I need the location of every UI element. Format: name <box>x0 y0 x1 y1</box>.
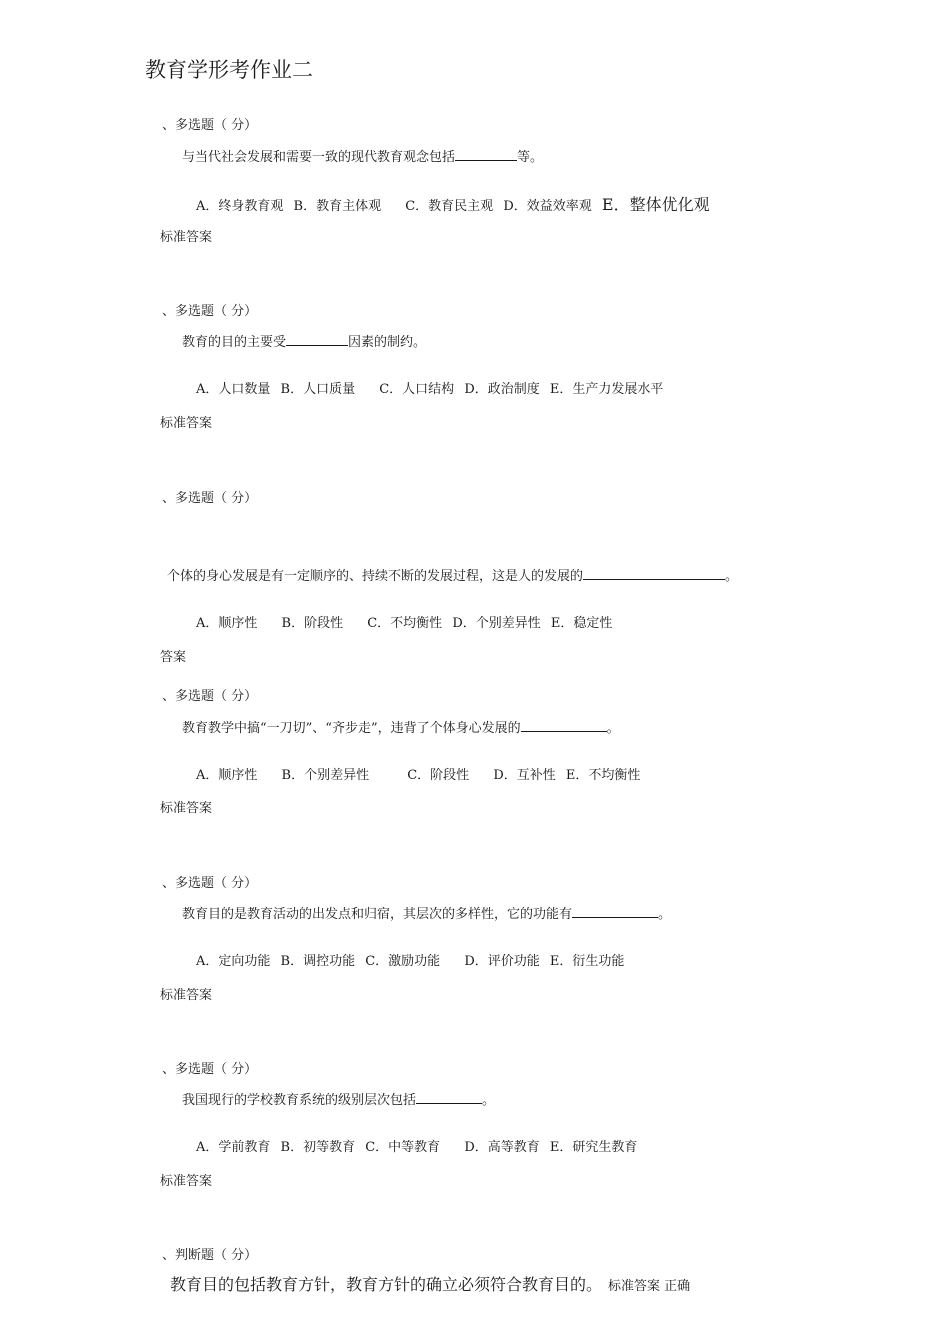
option-c: C．人口结构 <box>379 382 455 397</box>
question-5-stem: 教育目的是教育活动的出发点和归宿，其层次的多样性，它的功能有 。 <box>182 907 672 922</box>
question-1-options <box>196 192 710 215</box>
option-c: C．不均衡性 <box>367 616 443 631</box>
question-7-answer: 标准答案 正确 <box>608 1279 691 1294</box>
question-6-options <box>196 1136 637 1155</box>
question-5-answer: 标准答案 <box>160 988 213 1003</box>
option-e: E．不均衡性 <box>565 768 641 783</box>
option-c: C．阶段性 <box>407 768 470 783</box>
option-c: C．中等教育 <box>365 1140 441 1155</box>
question-3-stem: 个体的身心发展是有一定顺序的、持续不断的发展过程，这是人的发展的 。 <box>167 569 739 584</box>
option-d: D．评价功能 <box>464 954 540 969</box>
option-b: B．初等教育 <box>280 1140 356 1155</box>
fill-blank <box>521 719 607 732</box>
fill-blank <box>416 1091 482 1104</box>
question-6-answer: 标准答案 <box>160 1174 213 1189</box>
option-a: A．人口数量 <box>196 382 271 397</box>
question-7-stem: 教育目的包括教育方针，教育方针的确立必须符合教育目的。 标准答案 正确 <box>170 1275 691 1294</box>
option-b: B．调控功能 <box>280 954 356 969</box>
option-a: A．学前教育 <box>196 1140 271 1155</box>
question-2-answer: 标准答案 <box>160 416 213 431</box>
question-6-stem: 我国现行的学校教育系统的级别层次包括 。 <box>182 1093 496 1108</box>
option-d: D．互补性 <box>493 768 556 783</box>
question-5-options <box>196 950 624 969</box>
question-2-stem: 教育的目的主要受 因素的制约。 <box>182 335 427 350</box>
question-3-options <box>196 612 612 631</box>
question-2-header: 、多选题（ 分） <box>162 304 258 319</box>
fill-blank <box>572 905 658 918</box>
fill-blank <box>455 148 517 161</box>
option-d: D．政治制度 <box>464 382 540 397</box>
option-e: E．研究生教育 <box>549 1140 638 1155</box>
question-4-header: 、多选题（ 分） <box>162 689 258 704</box>
question-1-answer: 标准答案 <box>160 230 213 245</box>
question-1-stem: 与当代社会发展和需要一致的现代教育观念包括 等。 <box>182 150 544 165</box>
option-a: A．定向功能 <box>196 954 271 969</box>
question-5-header: 、多选题（ 分） <box>162 876 258 891</box>
option-a: A．顺序性 <box>196 768 258 783</box>
question-2-options <box>196 378 663 397</box>
question-4-stem: 教育教学中搞“一刀切”、“齐步走”，违背了个体身心发展的 。 <box>182 721 620 736</box>
question-6-header: 、多选题（ 分） <box>162 1062 258 1077</box>
page-title: 教育学形考作业二 <box>145 58 313 82</box>
option-a: A．顺序性 <box>196 616 258 631</box>
option-b: B．人口质量 <box>280 382 356 397</box>
option-d: D．高等教育 <box>464 1140 540 1155</box>
fill-blank <box>583 567 725 580</box>
question-4-options <box>196 764 640 783</box>
option-a: A．终身教育观 <box>196 199 284 214</box>
option-d: D．个别差异性 <box>452 616 541 631</box>
option-e: E．稳定性 <box>550 616 613 631</box>
option-d: D．效益效率观 <box>503 199 592 214</box>
fill-blank <box>286 333 348 346</box>
option-e: E．生产力发展水平 <box>549 382 664 397</box>
option-b: B．个别差异性 <box>281 768 370 783</box>
question-3-header: 、多选题（ 分） <box>162 491 258 506</box>
option-e: E．衍生功能 <box>549 954 625 969</box>
option-b: B．教育主体观 <box>293 199 382 214</box>
question-1-header: 、多选题（ 分） <box>162 118 258 133</box>
option-b: B．阶段性 <box>281 616 344 631</box>
question-3-answer: 答案 <box>160 650 187 665</box>
option-e: E．整体优化观 <box>601 195 710 214</box>
option-c: C．激励功能 <box>365 954 441 969</box>
option-c: C．教育民主观 <box>405 199 494 214</box>
question-7-header: 、判断题（ 分） <box>162 1248 258 1263</box>
question-4-answer: 标准答案 <box>160 801 213 816</box>
